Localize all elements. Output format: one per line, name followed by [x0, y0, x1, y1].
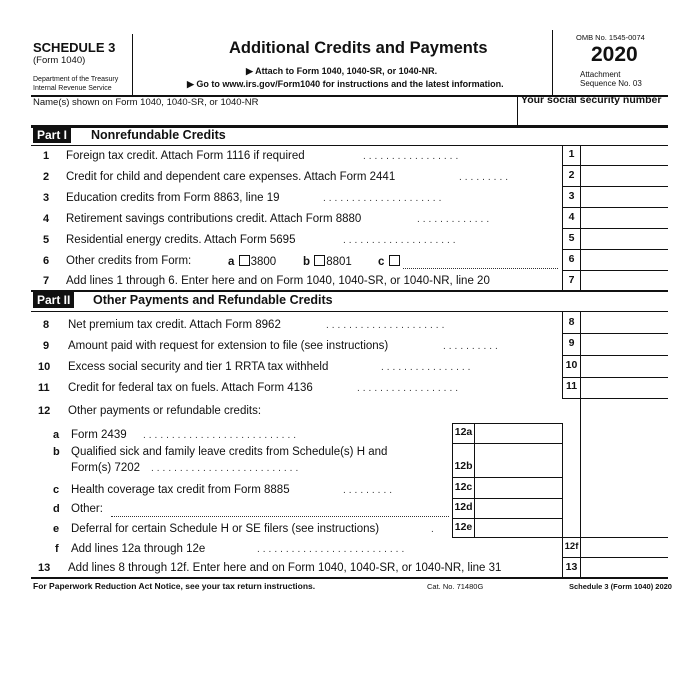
line6-option-a-form: 3800 — [250, 256, 277, 268]
schedule-number: SCHEDULE 3 — [33, 40, 116, 55]
line5-amount[interactable] — [581, 229, 668, 249]
line10-amount[interactable] — [581, 356, 668, 377]
part1-title: Nonrefundable Credits — [91, 128, 226, 142]
line11-amount[interactable] — [581, 378, 668, 398]
line12-label: Other payments or refundable credits: — [68, 405, 262, 417]
line13-amount[interactable] — [581, 558, 668, 577]
line12c-amount[interactable] — [475, 478, 562, 498]
line6-number: 6 — [43, 255, 50, 267]
line6-box: 6 — [568, 253, 575, 265]
line12b-letter: b — [53, 446, 60, 458]
line6-option-c-letter: c — [378, 256, 385, 268]
line8-box: 8 — [568, 316, 575, 328]
line12d-box: 12d — [454, 501, 473, 513]
line6-option-b-letter: b — [303, 256, 311, 268]
line5-label: Residential energy credits. Attach Form 5695 — [66, 234, 296, 246]
line13-box: 13 — [565, 561, 578, 573]
instructions-link[interactable]: ▶ Go to www.irs.gov/Form1040 for instructions and the latest information. — [187, 79, 504, 89]
line5-box: 5 — [568, 232, 575, 244]
line13-label: Add lines 8 through 12f. Enter here and on Form 1040, 1040-SR, or 1040-NR, line 31 — [68, 562, 502, 574]
line3-label: Education credits from Form 8863, line 19 — [66, 192, 280, 204]
line12c-label: Health coverage tax credit from Form 8885 — [71, 484, 290, 496]
line9-box: 9 — [568, 337, 575, 349]
line9-label: Amount paid with request for extension to file (see instructions) — [68, 340, 389, 352]
line12f-letter: f — [55, 543, 59, 555]
line1-box: 1 — [568, 148, 575, 160]
sequence-number: Sequence No. 03 — [580, 79, 642, 88]
line12b-label-continued: Form(s) 7202 — [71, 462, 141, 474]
names-field[interactable] — [31, 108, 515, 126]
line12e-letter: e — [53, 523, 60, 535]
part2-title: Other Payments and Refundable Credits — [93, 293, 333, 307]
line12d-label: Other: — [71, 503, 103, 515]
line4-amount[interactable] — [581, 208, 668, 228]
line8-number: 8 — [43, 319, 50, 331]
line3-amount[interactable] — [581, 187, 668, 207]
line12d-letter: d — [53, 503, 60, 515]
line5-number: 5 — [43, 234, 50, 246]
form-title: Additional Credits and Payments — [229, 39, 488, 57]
line11-label: Credit for federal tax on fuels. Attach Form 4136 — [68, 382, 313, 394]
line12a-box: 12a — [454, 426, 473, 438]
line6-option-a — [228, 255, 276, 268]
line2-number: 2 — [43, 171, 50, 183]
omb-number: OMB No. 1545-0074 — [576, 33, 645, 42]
form-3800-checkbox[interactable] — [239, 255, 250, 266]
line8-amount[interactable] — [581, 312, 668, 333]
line6-option-c — [378, 255, 401, 268]
part2-tag: Part II — [33, 292, 74, 308]
line11-box: 11 — [565, 380, 578, 392]
line1-number: 1 — [43, 150, 50, 162]
line12f-amount[interactable] — [581, 538, 668, 557]
line9-number: 9 — [43, 340, 50, 352]
line3-box: 3 — [568, 190, 575, 202]
department-name: Department of the Treasury — [33, 76, 119, 83]
form-8801-checkbox[interactable] — [314, 255, 325, 266]
line1-amount[interactable] — [581, 146, 668, 165]
line4-box: 4 — [568, 211, 575, 223]
ssn-field-label: Your social security number — [521, 94, 662, 106]
line10-number: 10 — [38, 361, 51, 373]
footer-form-id: Schedule 3 (Form 1040) 2020 — [569, 582, 672, 591]
line12f-label: Add lines 12a through 12e — [71, 543, 206, 555]
line12b-label: Qualified sick and family leave credits from Schedule(s) H and — [71, 446, 388, 458]
form-other-checkbox[interactable] — [389, 255, 400, 266]
line12e-amount[interactable] — [475, 519, 562, 537]
line12e-box: 12e — [454, 521, 473, 533]
line6-label: Other credits from Form: — [66, 255, 192, 267]
line12a-label: Form 2439 — [71, 429, 127, 441]
line7-amount[interactable] — [581, 271, 668, 290]
line7-label: Add lines 1 through 6. Enter here and on Form 1040, 1040-SR, or 1040-NR, line 20 — [66, 275, 490, 287]
line8-label: Net premium tax credit. Attach Form 8962 — [68, 319, 281, 331]
line10-box: 10 — [565, 359, 578, 371]
line2-label: Credit for child and dependent care expenses. Attach Form 2441 — [66, 171, 396, 183]
line12-number: 12 — [38, 405, 51, 417]
tax-year: 2020 — [591, 43, 638, 66]
line12b-box: 12b — [454, 460, 473, 472]
names-field-label: Name(s) shown on Form 1040, 1040-SR, or 1040-NR — [33, 97, 259, 108]
line11-number: 11 — [38, 382, 50, 394]
line12f-box: 12f — [564, 541, 579, 552]
part1-tag: Part I — [33, 127, 71, 143]
line1-label: Foreign tax credit. Attach Form 1116 if required — [66, 150, 305, 162]
line3-number: 3 — [43, 192, 50, 204]
line7-number: 7 — [43, 275, 50, 287]
line6-option-b-form: 8801 — [326, 256, 352, 268]
line12a-amount[interactable] — [475, 424, 562, 443]
agency-name: Internal Revenue Service — [33, 85, 112, 92]
line12c-box: 12c — [454, 481, 473, 493]
line10-label: Excess social security and tier 1 RRTA tax withheld — [68, 361, 329, 373]
line12b-amount[interactable] — [475, 444, 562, 477]
line9-amount[interactable] — [581, 334, 668, 355]
line7-box: 7 — [568, 274, 575, 286]
line12c-letter: c — [53, 484, 60, 496]
form-reference: (Form 1040) — [33, 55, 86, 66]
paperwork-notice: For Paperwork Reduction Act Notice, see your tax return instructions. — [33, 581, 316, 591]
catalog-number: Cat. No. 71480G — [427, 582, 484, 591]
schedule-3-form: SCHEDULE 3 (Form 1040) Department of the Treasury Internal Revenue Service Additional Credits and Payments ▶ Attach to Form 1040, 1040-SR, or 1040-NR. ▶ Go to www.irs.gov/Form1040 for instructions and the latest information. OMB No. 1545-0074 2020 Attachment Sequence No. 03 Name(s) shown on Form 1040, 1040-SR, or 1040-NR Your social security number Part I Nonrefundable Credits 1 Foreign tax credit. Attach Form 1116 if required ................. 1 2 Credit for child and dependent care expenses. Attach Form 2441 ......... 2 3 Education credits from Form 8863, line 19 ..................... 3 4 Retirement savings contributions credit. Attach Form 8880 ............. 4 5 Residential energy credits. Attach Form 5695 .................... 5 6 Other credits from Form: a 3800 b 8801 c 6 7 Add lines 1 through 6. Enter here and on Form 1040, 1040-SR, or 1040-NR, line 20 7 Part II Other Payments and Refundable Credits 8 Net premium tax credit. Attach Form 8962 ..................... 8 9 Amount paid with request for extension to file (see instructions) .......... 9 10 Excess social security and tier 1 RRTA tax withheld ................ 10 11 Credit for federal tax on fuels. Attach Form 4136 .................. 11 12 Other payments or refundable credits: a Form 2439 ........................... 12a b Qualified sick and family leave credits from Schedule(s) H and Form(s) 7202 .......................... 12b c Health coverage tax credit from Form 8885 ......... 12c d Other: 12d e Deferral for certain Schedule H or SE filers (see instructions) . 12e f Add lines 12a through 12e .......................... 12f 13 Add lines 8 through 12f. Enter here and on Form 1040, 1040-SR, or 1040-NR, line 31 13 For Paperwork Reduction Act Notice, see your tax return instructions. Cat. No. 71480G Schedule 3 (Form 1040) 2020 — [31, 30, 668, 600]
attachment-label: Attachment — [580, 70, 621, 79]
line13-number: 13 — [38, 562, 51, 574]
line6-other-form-field[interactable] — [403, 268, 558, 269]
line2-box: 2 — [568, 169, 575, 181]
ssn-field[interactable] — [519, 108, 667, 126]
line12a-letter: a — [53, 429, 60, 441]
line6-amount[interactable] — [581, 250, 668, 270]
line12e-label: Deferral for certain Schedule H or SE filers (see instructions) — [71, 523, 380, 535]
line2-amount[interactable] — [581, 166, 668, 186]
line4-label: Retirement savings contributions credit. Attach Form 8880 — [66, 213, 362, 225]
line4-number: 4 — [43, 213, 50, 225]
line6-option-b — [303, 255, 352, 268]
line12d-amount[interactable] — [475, 499, 562, 518]
line6-option-a-letter: a — [228, 256, 235, 268]
attach-instruction: ▶ Attach to Form 1040, 1040-SR, or 1040-NR. — [246, 66, 438, 76]
line12d-description-field[interactable] — [111, 516, 449, 517]
